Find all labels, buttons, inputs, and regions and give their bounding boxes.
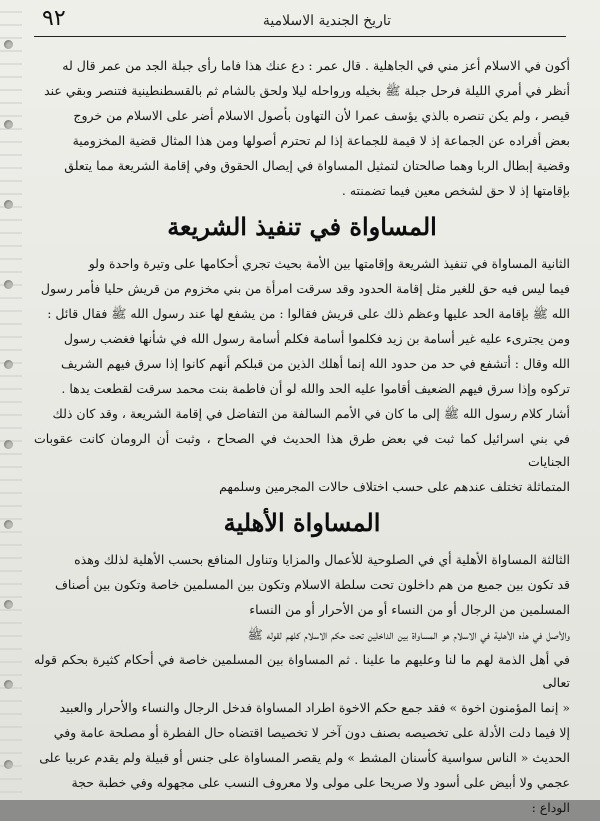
body-line: ومن يجترىء عليه غير أسامة بن زيد فكلموا أسامة فكلم أسامة رسول الله في شأنها فغضب رسول <box>63 331 570 346</box>
body-line: الله وقال : أتشفع في حد من حدود الله إنما أهلك الذين من قبلكم أنهم كانوا إذا سرق فيهم الشريف <box>61 356 570 371</box>
binding-hole <box>4 520 13 529</box>
body-line: إلا فيما دلت الأدلة على تخصيصه بصنف دون آخر لا تخصيصا اقتضاه حال الفطرة أو مصلحة عامة وفي <box>53 725 570 740</box>
body-line: أكون في الاسلام أعز مني في الجاهلية . قال عمر : دع عنك هذا فاما رأى جبلة الجد من عمر قال له <box>62 58 570 73</box>
body-line: وقضية إبطال الربا وهما صالحتان لتمثيل المساواة في إيصال الحقوق وفي إقامة الشريعة مما يتعلق <box>64 158 570 173</box>
body-line: الحديث « الناس سواسية كأسنان المشط » ولم يقصر المساواة على جنس أو قبيلة ولم يقدم عربيا على <box>39 750 570 765</box>
page-number: ٩٢ <box>42 6 66 31</box>
body-line: المسلمين من الرجال أو من النساء أو من الأحرار أو من النساء <box>249 602 570 617</box>
body-line: فيما ليس فيه حق للغير مثل إقامة الحدود وقد سرقت امرأة من بني مخزوم من قريش حليا فأمر رسول <box>40 281 570 296</box>
body-line: الله ﷺ بإقامة الحد عليها وعظم ذلك على قريش فقالوا : من يشفع لها عند رسول الله ﷺ فقال قائل : <box>47 306 570 321</box>
binding-hole <box>4 120 13 129</box>
body-line: أشار كلام رسول الله ﷺ إلى ما كان في الأمم السالفة من التفاضل في إقامة الشريعة ، وقد كان ذلك <box>52 406 570 421</box>
page-body <box>34 54 570 821</box>
body-line: بعض أفراده عن الجماعة إذ لا قيمة للجماعة إذا لم تحترم أصولها ومن هذا المثال قضية المخزومية <box>72 133 570 148</box>
body-line: أنظر في أمري الليلة فرحل جبلة ﷺ بخيله ورواحله ليلا ولحق بالشام ثم بالقسطنطينية فتنصر وبقي عند <box>44 83 570 98</box>
binding-hole <box>4 680 13 689</box>
binding-hole <box>4 360 13 369</box>
body-line: عجمي ولا أبيض على أسود ولا صريحا على مولى ولا معروف النسب على مجهوله وفي خطبة حجة <box>71 775 570 790</box>
body-line: « إنما المؤمنون اخوة » فقد جمع حكم الاخوة اطراد المساواة فدخل الرجال والنساء والأحرار والعبيد <box>59 700 570 715</box>
body-line: في أهل الذمة لهم ما لنا وعليهم ما علينا . ثم المساواة بين المسلمين خاصة في أحكام كثيرة بحكم قوله تعالى <box>34 652 570 690</box>
binding-hole <box>4 760 13 769</box>
body-line: والأصل في هذه الأهلية في الاسلام هو المساواة بين الداخلين تحت حكم الاسلام كلهم لقوله ﷺ <box>247 627 570 642</box>
body-line: قيصر ، ولم يكن تنصره بالذي يؤسف عمرا لأن التهاون بأصول الاسلام أضر على الاسلام من خروج <box>73 108 570 123</box>
page-header <box>34 4 566 37</box>
running-title: تاريخ الجندية الاسلامية <box>262 13 391 29</box>
body-line: الثانية المساواة في تنفيذ الشريعة وإقامتها بين الأمة بحيث تجري أحكامها على وتيرة واحدة ولو <box>88 256 570 271</box>
body-line: المتماثلة تختلف عندهم على حسب اختلاف حالات المجرمين وسلمهم <box>219 479 570 494</box>
body-line: في بني اسرائيل كما ثبت في بعض طرق هذا الحديث في الصحاح ، وثبت أن الرومان كانت عقوبات الجنايات <box>34 431 570 469</box>
body-line: قد تكون بين جميع من هم داخلون تحت سلطة الاسلام وتكون بين المسلمين خاصة وتكون بين أصناف <box>54 577 570 592</box>
binding-hole <box>4 40 13 49</box>
body-line: تركوه وإذا سرق فيهم الضعيف أقاموا عليه الحد والله لو أن فاطمة بنت محمد سرقت لقطعت يدها . <box>61 381 570 396</box>
binding-hole <box>4 600 13 609</box>
body-line: الثالثة المساواة الأهلية أي في الصلوحية للأعمال والمزايا وتناول المنافع بحسب الأهلية لذلك وهذه <box>74 552 570 567</box>
body-line: بإقامتها إذ لا حق لشخص معين فيما تضمنته . <box>341 183 570 198</box>
binding-hole <box>4 200 13 209</box>
binding-hole <box>4 440 13 449</box>
binding-hole <box>4 280 13 289</box>
section-heading-ahliya: المساواة الأهلية <box>223 508 381 537</box>
body-line: الوداع : <box>531 800 570 815</box>
section-heading-shariah: المساواة في تنفيذ الشريعة <box>167 212 437 241</box>
